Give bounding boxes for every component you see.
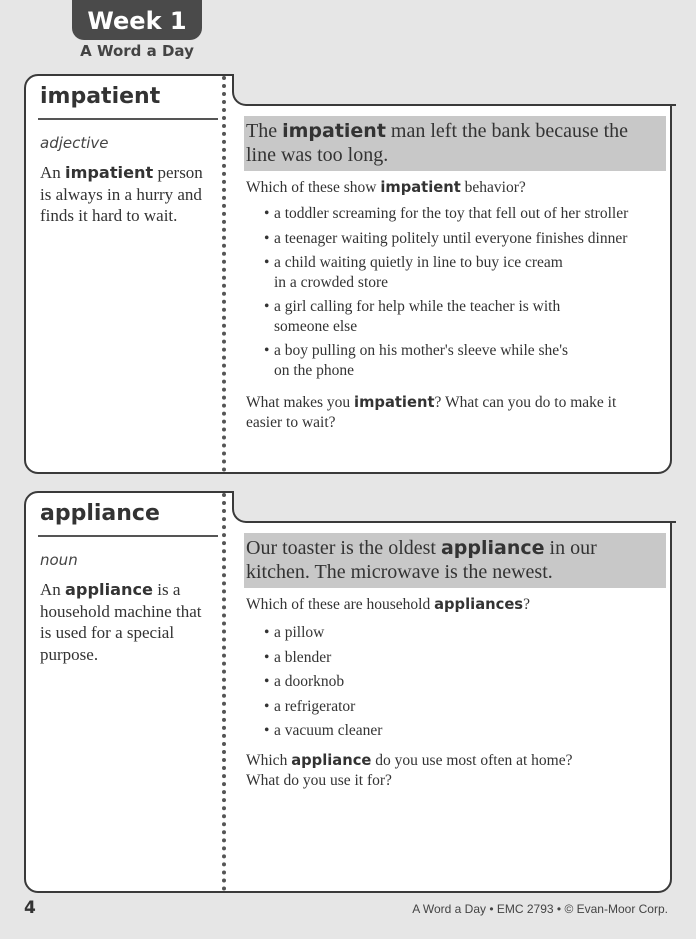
word-panel <box>26 493 226 891</box>
option-item: • a vacuum cleaner <box>264 722 383 739</box>
card-corner-notch <box>232 491 676 523</box>
option-item: • a boy pulling on his mother's sleeve while she's on the phone <box>264 342 569 379</box>
option-item: • a teenager waiting politely until everyone finishes dinner <box>264 229 628 247</box>
word-divider <box>38 118 218 120</box>
word-divider <box>38 535 218 537</box>
part-of-speech: adjective <box>40 134 109 152</box>
page-number: 4 <box>24 898 36 918</box>
week-subtitle: A Word a Day <box>80 42 194 60</box>
word-card-appliance <box>24 491 672 893</box>
options-list <box>264 623 660 746</box>
word-panel <box>26 76 226 472</box>
option-item: • a refrigerator <box>264 697 356 715</box>
example-sentence: The impatient man left the bank because the line was too long. <box>244 116 666 171</box>
option-item: • a child waiting quietly in line to buy ice cream in a crowded store <box>264 254 563 291</box>
content-panel <box>244 533 666 883</box>
option-item: • a toddler screaming for the toy that fell out of her stroller <box>264 205 629 222</box>
option-item: • a girl calling for help while the teacher is with someone else <box>264 298 561 335</box>
definition: An impatient person is always in a hurry and finds it hard to wait. <box>40 163 203 225</box>
content-panel <box>244 116 666 464</box>
definition: An appliance is a household machine that is used for a special purpose. <box>40 580 202 664</box>
follow-up-question: Which appliance do you use most often at home? What do you use it for? <box>246 752 573 789</box>
word-card-impatient <box>24 74 672 474</box>
option-item: • a doorknob <box>264 673 345 690</box>
word-title: appliance <box>40 501 160 526</box>
footer-credit: A Word a Day • EMC 2793 • © Evan-Moor Corp. <box>412 902 668 916</box>
word-title: impatient <box>40 84 161 109</box>
card-corner-notch <box>232 74 676 106</box>
follow-up-question: What makes you impatient? What can you do to make it easier to wait? <box>246 394 617 431</box>
question: Which of these are household appliances? <box>246 596 530 613</box>
option-item: • a pillow <box>264 624 325 641</box>
options-list <box>264 204 660 385</box>
week-tab: Week 1 <box>72 0 202 40</box>
option-item: • a blender <box>264 648 332 666</box>
question: Which of these show impatient behavior? <box>246 179 526 196</box>
part-of-speech: noun <box>40 551 78 569</box>
example-sentence: Our toaster is the oldest appliance in our kitchen. The microwave is the newest. <box>244 533 666 588</box>
